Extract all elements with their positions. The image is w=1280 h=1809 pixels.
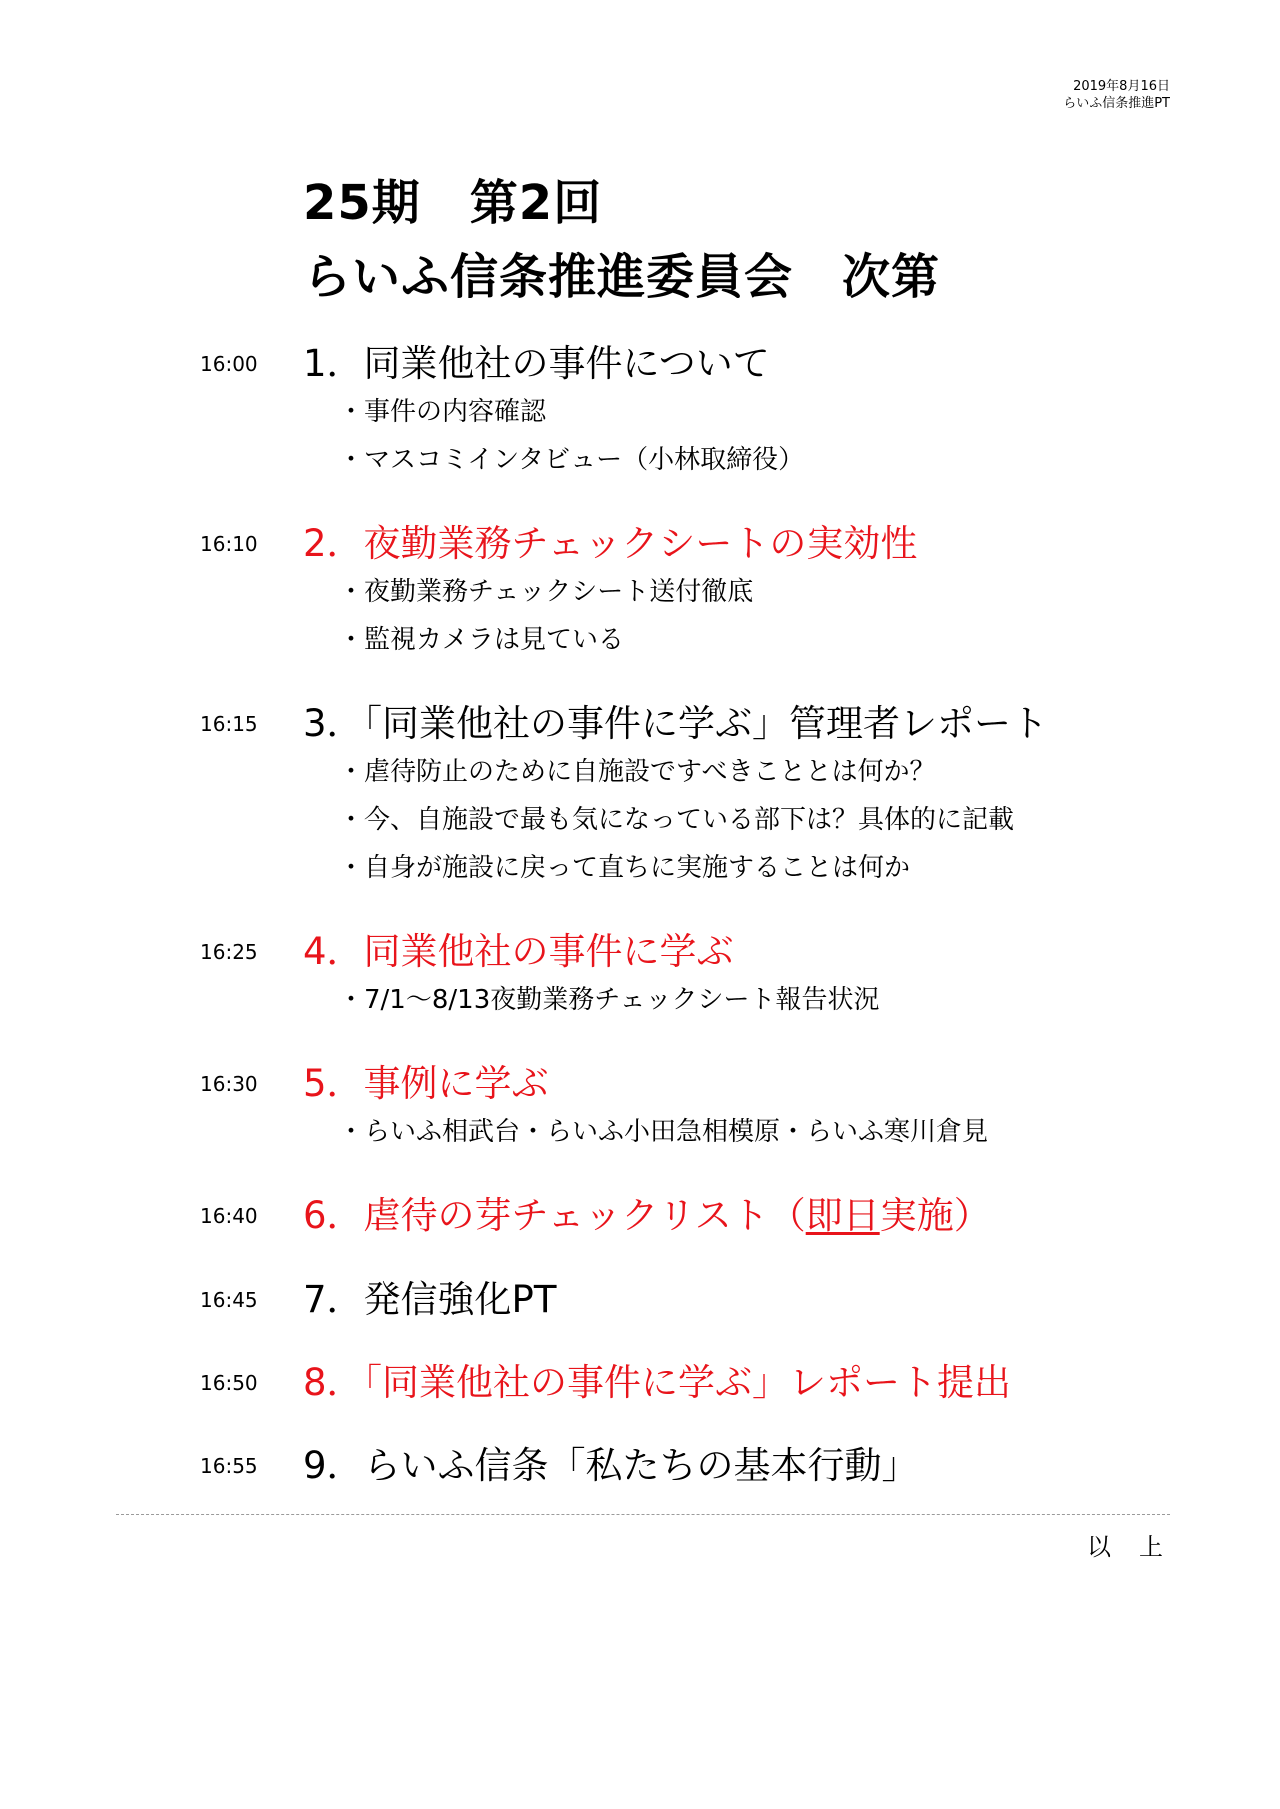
agenda-subitem: ・マスコミインタビュー（小林取締役）	[338, 445, 805, 475]
header-org: らいふ信条推進PT	[1063, 96, 1170, 111]
end-mark: 以 上	[1087, 1533, 1165, 1561]
title-line-1: 25期 第2回	[303, 175, 603, 231]
agenda-subitem: ・虐待防止のために自施設ですべきこととは何か？	[338, 757, 936, 787]
agenda-label: 1．同業他社の事件について	[303, 342, 770, 385]
title-line-2: らいふ信条推進委員会 次第	[303, 249, 941, 305]
agenda-label: 9．らいふ信条「私たちの基本行動」	[303, 1444, 919, 1487]
agenda-label: 4．同業他社の事件に学ぶ	[303, 930, 734, 973]
agenda-subitem: ・夜勤業務チェックシート送付徹底	[338, 577, 754, 607]
agenda-subitem: ・今、自施設で最も気になっている部下は？具体的に記載	[338, 805, 1015, 835]
agenda-subitem: ・らいふ相武台・らいふ小田急相模原・らいふ寒川倉見	[338, 1117, 989, 1147]
agenda-subitem: ・事件の内容確認	[338, 397, 547, 427]
agenda-label	[303, 1196, 991, 1236]
agenda-label-underlined: 即日	[805, 1194, 880, 1237]
agenda-subitems	[338, 976, 879, 1024]
agenda-time: 16:15	[200, 712, 258, 736]
agenda-time: 16:10	[200, 532, 258, 556]
agenda-label-pre: 6．虐待の芽チェックリスト（	[303, 1194, 806, 1237]
agenda-label: 2．夜勤業務チェックシートの実効性	[303, 522, 918, 565]
agenda-subitems	[338, 748, 1014, 892]
agenda-subitems	[338, 388, 804, 484]
agenda-subitems	[338, 568, 753, 664]
agenda-label: 5．事例に学ぶ	[303, 1062, 549, 1105]
divider-line	[116, 1514, 1170, 1515]
agenda-time: 16:00	[200, 352, 258, 376]
agenda-subitem: ・監視カメラは見ている	[338, 625, 625, 655]
header-date: 2019年8月16日	[1073, 79, 1170, 94]
agenda-time: 16:55	[200, 1454, 258, 1478]
agenda-time: 16:50	[200, 1371, 258, 1395]
agenda-subitems	[338, 1108, 988, 1156]
agenda-subitem: ・自身が施設に戻って直ちに実施することは何か	[338, 853, 911, 883]
agenda-label: 3．「同業他社の事件に学ぶ」管理者レポート	[303, 702, 1049, 745]
agenda-time: 16:30	[200, 1072, 258, 1096]
agenda-subitem: ・7/1〜8/13夜勤業務チェックシート報告状況	[338, 985, 880, 1015]
agenda-label-post: 実施）	[879, 1194, 991, 1237]
agenda-time: 16:25	[200, 940, 258, 964]
agenda-label: 7．発信強化PT	[303, 1278, 557, 1321]
page-title	[303, 166, 940, 314]
agenda-time: 16:40	[200, 1204, 258, 1228]
agenda-label: 8．「同業他社の事件に学ぶ」レポート提出	[303, 1361, 1012, 1404]
header-info	[1063, 78, 1170, 112]
agenda-time: 16:45	[200, 1288, 258, 1312]
